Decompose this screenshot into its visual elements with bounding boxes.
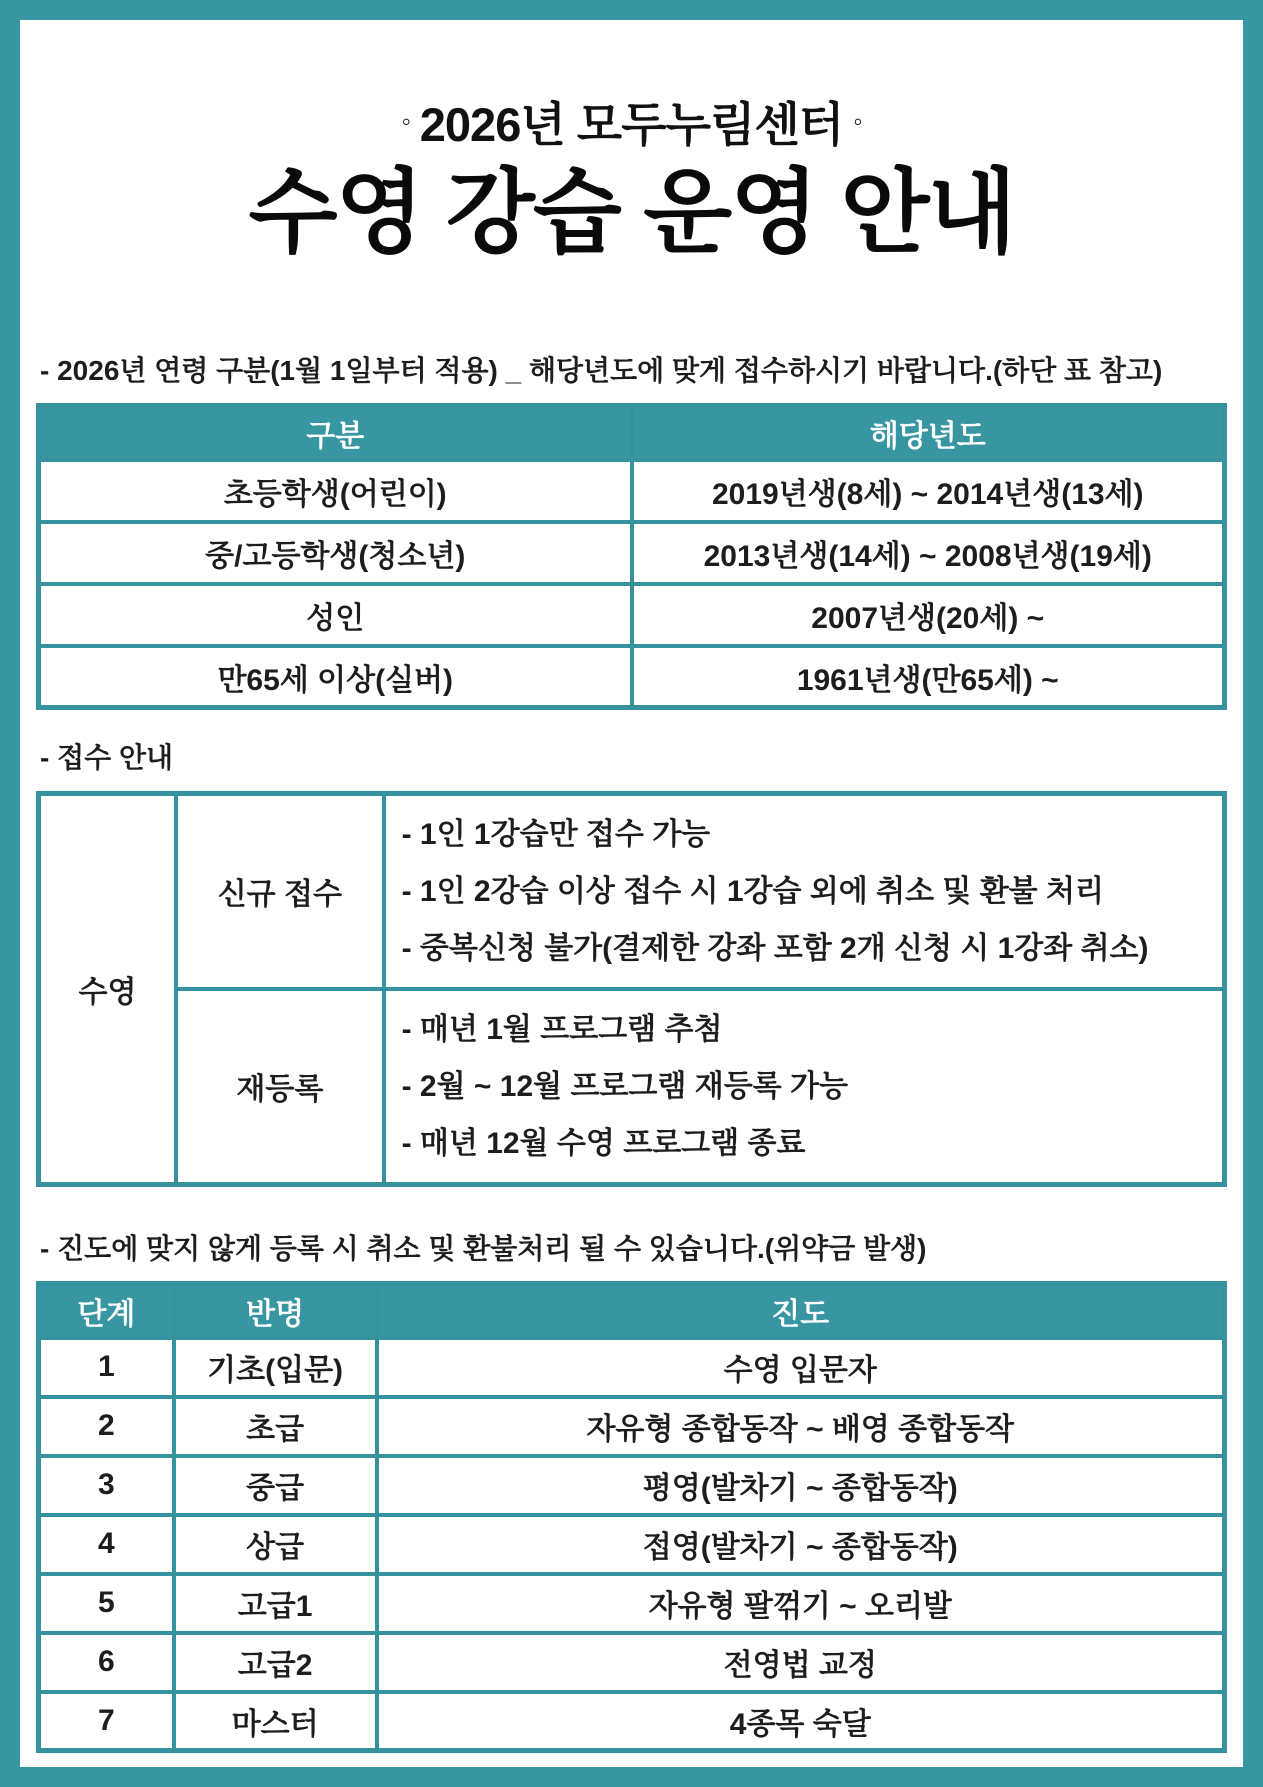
- bullet-item: - 1인 2강습 이상 접수 시 1강습 외에 취소 및 환불 처리: [401, 874, 1104, 908]
- bullet-item: - 매년 1월 프로그램 추첨: [401, 1012, 723, 1046]
- level-progress-cell: 4종목 숙달: [377, 1692, 1225, 1751]
- age-section-note: - 2026년 연령 구분(1월 1일부터 적용) _ 해당년도에 맞게 접수하시기 바랍니다.(하단 표 참고): [40, 355, 1163, 387]
- level-progress-cell: 평영(발차기 ~ 종합동작): [377, 1456, 1225, 1515]
- level-progress-cell: 자유형 팔꺾기 ~ 오리발: [377, 1574, 1225, 1633]
- age-col-header-category: 구분: [39, 406, 632, 460]
- age-category-cell: 만65세 이상(실버): [39, 646, 632, 708]
- level-class-cell: 중급: [174, 1456, 377, 1515]
- age-category-cell: 중/고등학생(청소년): [39, 522, 632, 584]
- registration-section-note: - 접수 안내: [40, 742, 174, 774]
- level-col-header-class: 반명: [174, 1284, 377, 1338]
- level-step-cell: 7: [39, 1692, 174, 1751]
- level-step-cell: 2: [39, 1397, 174, 1456]
- age-years-cell: 2007년생(20세) ~: [632, 584, 1225, 646]
- level-progress-cell: 전영법 교정: [377, 1633, 1225, 1692]
- level-col-header-progress: 진도: [377, 1284, 1225, 1338]
- registration-type-cell: 신규 접수: [176, 793, 384, 989]
- level-step-cell: 1: [39, 1338, 174, 1397]
- age-category-cell: 성인: [39, 584, 632, 646]
- age-years-cell: 2019년생(8세) ~ 2014년생(13세): [632, 460, 1225, 522]
- table-row: [39, 1692, 1225, 1751]
- table-row: [39, 646, 1225, 708]
- ring-ornament-left-icon: ◦: [401, 106, 410, 136]
- bullet-item: - 매년 12월 수영 프로그램 종료: [401, 1126, 806, 1160]
- level-class-cell: 초급: [174, 1397, 377, 1456]
- table-row: [39, 1574, 1225, 1633]
- subtitle-text: 2026년 모두누림센터: [419, 98, 844, 151]
- level-class-cell: 상급: [174, 1515, 377, 1574]
- level-class-cell: 고급1: [174, 1574, 377, 1633]
- header: [36, 98, 1227, 265]
- age-years-cell: 2013년생(14세) ~ 2008년생(19세): [632, 522, 1225, 584]
- level-class-cell: 고급2: [174, 1633, 377, 1692]
- bullet-item: - 1인 1강습만 접수 가능: [401, 817, 711, 851]
- registration-type-cell: 재등록: [176, 989, 384, 1185]
- level-step-cell: 3: [39, 1456, 174, 1515]
- ring-ornament-right-icon: ◦: [853, 106, 862, 136]
- age-col-header-years: 해당년도: [632, 406, 1225, 460]
- table-row: [39, 1633, 1225, 1692]
- registration-category-cell: 수영: [39, 793, 177, 1184]
- level-table: [36, 1281, 1227, 1753]
- level-step-cell: 4: [39, 1515, 174, 1574]
- registration-table: [36, 791, 1227, 1187]
- level-class-cell: 마스터: [174, 1692, 377, 1751]
- level-progress-cell: 수영 입문자: [377, 1338, 1225, 1397]
- poster-content: [20, 20, 1243, 1767]
- level-class-cell: 기초(입문): [174, 1338, 377, 1397]
- level-progress-cell: 자유형 종합동작 ~ 배영 종합동작: [377, 1397, 1225, 1456]
- level-progress-cell: 접영(발차기 ~ 종합동작): [377, 1515, 1225, 1574]
- table-row: [39, 460, 1225, 522]
- table-row: [39, 1515, 1225, 1574]
- table-row: [39, 1397, 1225, 1456]
- table-row: [39, 522, 1225, 584]
- age-table-header-row: [39, 406, 1225, 460]
- registration-details-cell: [384, 989, 1225, 1185]
- table-row: [39, 584, 1225, 646]
- level-step-cell: 6: [39, 1633, 174, 1692]
- level-step-cell: 5: [39, 1574, 174, 1633]
- bullet-item: - 중복신청 불가(결제한 강좌 포함 2개 신청 시 1강좌 취소): [401, 931, 1149, 965]
- table-row: [39, 1338, 1225, 1397]
- bullet-item: - 2월 ~ 12월 프로그램 재등록 가능: [401, 1069, 848, 1103]
- table-row: [39, 989, 1225, 1185]
- table-row: [39, 1456, 1225, 1515]
- age-category-cell: 초등학생(어린이): [39, 460, 632, 522]
- level-section-note: - 진도에 맞지 않게 등록 시 취소 및 환불처리 될 수 있습니다.(위약금 발생): [40, 1232, 927, 1264]
- page-title: 수영 강습 운영 안내: [248, 162, 1015, 265]
- subtitle: [36, 98, 1227, 152]
- age-table: [36, 403, 1227, 710]
- age-years-cell: 1961년생(만65세) ~: [632, 646, 1225, 708]
- level-table-header-row: [39, 1284, 1225, 1338]
- registration-details-cell: [384, 793, 1225, 989]
- level-col-header-step: 단계: [39, 1284, 174, 1338]
- table-row: [39, 793, 1225, 989]
